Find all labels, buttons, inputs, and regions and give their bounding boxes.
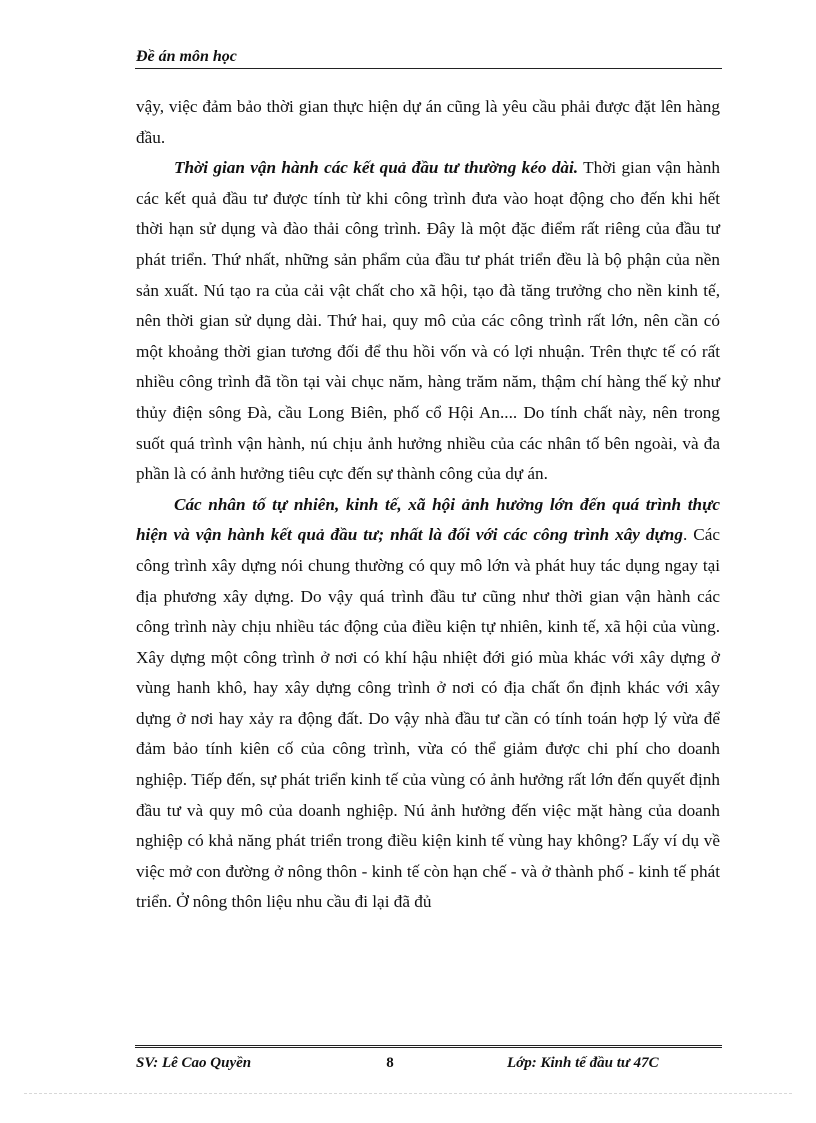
paragraph-3-lead: Các nhân tố tự nhiên, kinh tế, xã hội ảnh hưởng lớn đến quá trình thực hiện và vận hành kết quả đầu tư; nhất là đối với các công trình xây dựng bbox=[136, 494, 720, 545]
header-divider bbox=[135, 68, 722, 69]
paragraph-2 bbox=[136, 153, 720, 490]
paragraph-1-text: vậy, việc đảm bảo thời gian thực hiện dự án cũng là yêu cầu phải được đặt lên hàng đầu. bbox=[136, 97, 720, 147]
document-body bbox=[136, 92, 720, 918]
footer-divider bbox=[135, 1045, 722, 1048]
page-number: 8 bbox=[386, 1055, 394, 1071]
footer-student: SV: Lê Cao Quyền bbox=[136, 1055, 252, 1071]
paragraph-3-text: . Các công trình xây dựng nói chung thường có quy mô lớn và phát huy tác dụng ngay tại địa phương xây dựng. Do vậy quá trình đầu tư cũng như thời gian vận hành các công trình này chịu nhiều tác động của điều kiện tự nhiên, kinh tế, xã hội của vùng. Xây dựng một công trình ở nơi có khí hậu nhiệt đới gió mùa khác với xây dựng ở vùng hanh khô, hay xây dựng công trình ở nơi có địa chất ổn định khác với xây dựng ở nơi hay xảy ra động đất. Do vậy nhà đầu tư cần có tính toán hợp lý vừa để đảm bảo tính kiên cố của công trình, vừa có thể giảm được chi phí cho doanh nghiệp. Tiếp đến, sự phát triển kinh tế của vùng có ảnh hưởng rất lớn đến quyết định đầu tư và quy mô của doanh nghiệp. Nú ảnh hưởng đến việc mặt hàng của doanh nghiệp có khả năng phát triển trong điều kiện kinh tế vùng hay không? Lấy ví dụ về việc mở con đường ở nông thôn - kinh tế còn hạn chế - và ở thành phố - kinh tế phát triển. Ở nông thôn liệu nhu cầu đi lại đã đủ bbox=[136, 525, 720, 912]
paragraph-2-text: Thời gian vận hành các kết quả đầu tư được tính từ khi công trình đưa vào hoạt động cho đến khi hết thời hạn sử dụng và đào thải công trình. Đây là một đặc điểm rất riêng của đầu tư phát triển. Thứ nhất, những sản phẩm của đầu tư phát triển đều là bộ phận của nền sản xuất. Nú tạo ra của cải vật chất cho xã hội, tạo đà tăng trưởng cho nền kinh tế, nên thời gian sử dụng dài. Thứ hai, quy mô của các công trình rất lớn, nên cần có một khoảng thời gian tương đối để thu hồi vốn và có lợi nhuận. Trên thực tế có rất nhiều công trình đã tồn tại vài chục năm, hàng trăm năm, thậm chí hàng thế kỷ như thủy điện sông Đà, cầu Long Biên, phố cổ Hội An.... Do tính chất này, nên trong suốt quá trình vận hành, nú chịu ảnh hưởng nhiều của các nhân tố bên ngoài, và đa phần là có ảnh hưởng tiêu cực đến sự thành công của dự án. bbox=[136, 158, 720, 484]
paragraph-3 bbox=[136, 490, 720, 918]
paragraph-1 bbox=[136, 92, 720, 153]
page-edge-divider bbox=[24, 1093, 792, 1094]
footer-class: Lớp: Kinh tế đầu tư 47C bbox=[507, 1055, 659, 1071]
paragraph-2-lead: Thời gian vận hành các kết quả đầu tư thường kéo dài. bbox=[174, 158, 579, 178]
header-title: Đề án môn học bbox=[136, 48, 237, 65]
